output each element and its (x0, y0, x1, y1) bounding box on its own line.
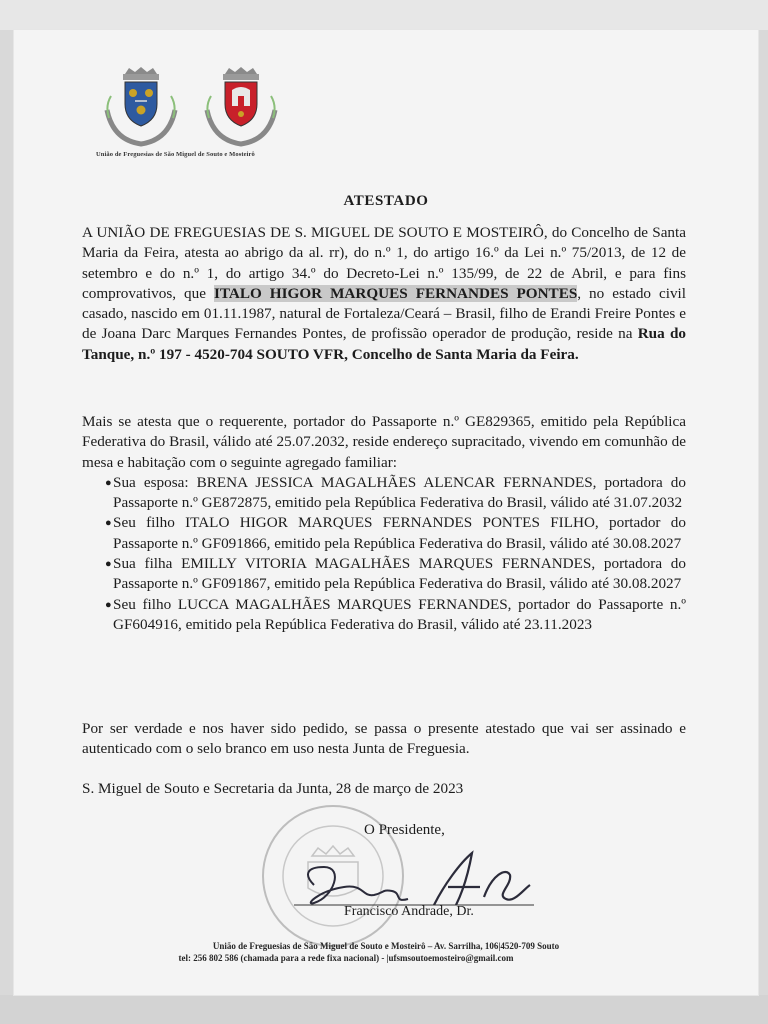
paragraph-text: , no estado civil casado, nascido em 01.11.1987, natural de Fortaleza/Ceará – Brasil, filho de Erandi Freire Pontes e de Joana Darc Marques Fernandes Pontes, de profissão operador de produção, reside na (82, 284, 686, 343)
paragraph-household (82, 412, 686, 635)
list-item (82, 554, 686, 595)
list-item (82, 513, 686, 554)
household-members-list (82, 473, 686, 635)
place-and-date: S. Miguel de Souto e Secretaria da Junta, 28 de março de 2023 (82, 780, 464, 797)
bullet-icon: ● (105, 598, 112, 611)
bullet-icon: ● (105, 517, 112, 530)
signature-role: O Presidente, (364, 822, 445, 838)
handwritten-signature (284, 845, 544, 911)
member-text: Seu filho LUCCA MAGALHÃES MARQUES FERNANDES, portador do Passaporte n.º GF604916, emitido pela República Federativa do Brasil, válido até 23.11.2023 (113, 595, 686, 633)
requester-address: Rua do Tanque, n.º 197 - 4520-704 SOUTO VFR, Concelho de Santa Maria da Feira. (82, 325, 686, 363)
photo-background-top (0, 0, 768, 30)
souto-coat-of-arms-logo (99, 66, 183, 148)
list-item (82, 595, 686, 636)
paragraph-text: A UNIÃO DE FREGUESIAS DE S. MIGUEL DE SOUTO E MOSTEIRÔ, do Concelho de Santa Maria da Feira, atesta ao abrigo da al. rr), do n.º 1, do artigo 16.º da Lei n.º 75/2013, de 12 de setembro e do n.º 1, do artigo 34.º do Decreto-Lei n.º 135/99, de 22 de Abril, e para fins comprovativos, que (82, 224, 686, 302)
footer-contact: tel: 256 802 586 (chamada para a rede fixa nacional) - |ufsmsoutoemosteiro@gmail.com (178, 953, 514, 963)
photo-background-bottom (0, 995, 768, 1024)
member-text: Seu filho ITALO HIGOR MARQUES FERNANDES PONTES FILHO, portador do Passaporte n.º GF091866, emitido pela República Federativa do Brasil, válido até 30.08.2027 (113, 514, 686, 552)
document-page (14, 30, 758, 995)
member-text: Sua filha EMILLY VITORIA MAGALHÃES MARQUES FERNANDES, portadora do Passaporte n.º GF091867, emitido pela República Federativa do Brasil, válido até 30.08.2027 (113, 555, 686, 593)
paragraph-text: Mais se atesta que o requerente, portador do Passaporte n.º GE829365, emitido pela República Federativa do Brasil, válido até 25.07.2032, reside endereço supracitado, vivendo em comunhão de mesa e habitação com o seguinte agregado familiar: (82, 413, 686, 471)
footer-address: União de Freguesias de São Miguel de Souto e Mosteirô – Av. Sarrilha, 106|4520-709 Souto (212, 941, 560, 951)
header-caption: União de Freguesias de São Miguel de Souto e Mosteirô (96, 151, 255, 158)
signer-name: Francisco Andrade, Dr. (344, 904, 474, 919)
list-item (82, 473, 686, 514)
paragraph-certification (82, 223, 686, 365)
page-footer (14, 940, 758, 964)
bullet-icon: ● (105, 476, 112, 489)
mosteiro-coat-of-arms-logo (199, 66, 283, 148)
bullet-icon: ● (105, 558, 112, 571)
paragraph-closing: Por ser verdade e nos haver sido pedido, se passa o presente atestado que vai ser assinado e autenticado com o selo branco em uso nesta Junta de Freguesia. (82, 720, 686, 758)
requester-name: ITALO HIGOR MARQUES FERNANDES PONTES (213, 284, 578, 302)
member-text: Sua esposa: BRENA JESSICA MAGALHÃES ALENCAR FERNANDES, portadora do Passaporte n.º GE872875, emitido pela República Federativa do Brasil, válido até 31.07.2032 (113, 473, 686, 512)
document-title: ATESTADO (343, 193, 429, 209)
